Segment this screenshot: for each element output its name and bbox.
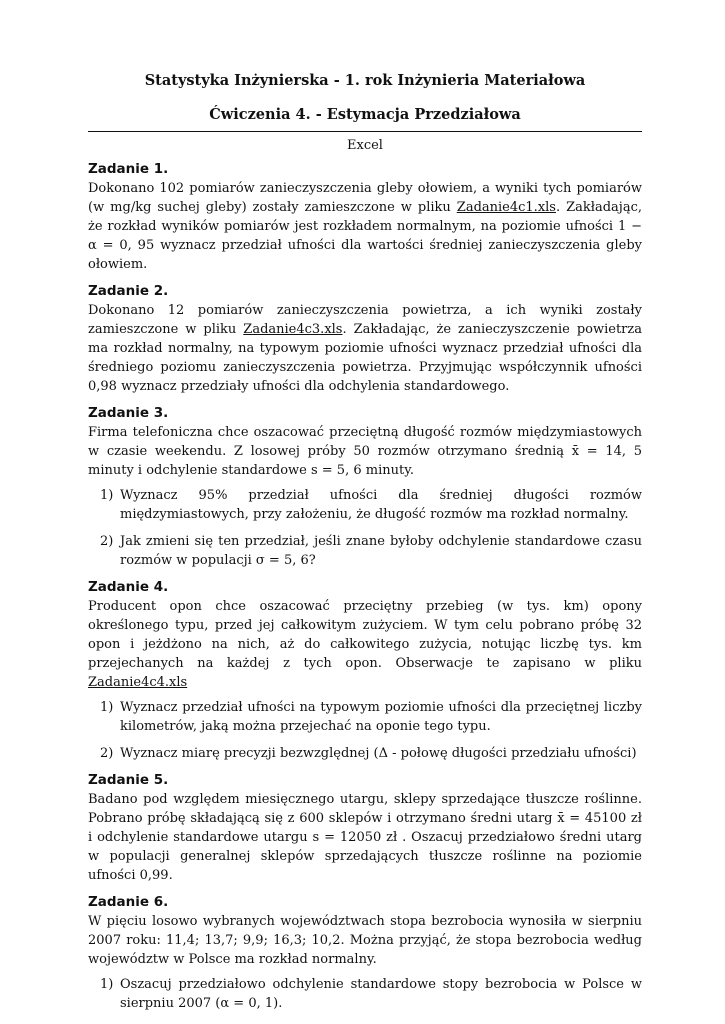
item-text: Wyznacz 95% przedział ufności dla średniej długości rozmów międzymiastowych, przy założeniu, że długość rozmów ma rozkład normalny. (120, 488, 642, 522)
task-text: Firma telefoniczna chce oszacować przeciętną długość rozmów międzymiastowych w czasie weekendu. Z losowej próby 50 rozmów otrzymano średnią x̄ = 14, 5 minuty i odchylenie standardowe s = 5, 6 minuty. (88, 425, 642, 478)
document-title: Statystyka Inżynierska - 1. rok Inżynieria Materiałowa (144, 72, 586, 89)
item-number: 2) (100, 534, 114, 549)
task-title: Zadanie 2. (88, 283, 169, 299)
task-title: Zadanie 4. (88, 579, 169, 595)
task-title: Zadanie 6. (88, 894, 169, 910)
task-items (88, 486, 642, 570)
file-link[interactable]: Zadanie4c1.xls (456, 200, 556, 215)
list-item (88, 486, 642, 524)
task-items (88, 698, 642, 763)
task-4 (88, 578, 642, 763)
task-3 (88, 404, 642, 570)
task-text-part: Producent opon chce oszacować przeciętny przebieg (w tys. km) opony określonego typu, przed jej całkowitym zużyciem. W tym celu pobrano próbę 32 opon i jeżdżono na nich, aż do całkowitego zużycia, notując liczbę tys. km przejechanych na każdej z tych opon. Obserwacje te zapisano w pliku (88, 599, 642, 671)
task-2 (88, 282, 642, 396)
task-text (88, 301, 642, 396)
task-items (88, 975, 642, 1013)
item-number: 1) (100, 700, 114, 715)
item-text: Wyznacz przedział ufności na typowym poziomie ufności dla przeciętnej liczby kilometrów, jaką można przejechać na oponie tego typu. (120, 700, 642, 734)
task-title: Zadanie 5. (88, 772, 169, 788)
item-text: Wyznacz miarę precyzji bezwzględnej (Δ - połowę długości przedziału ufności) (120, 746, 637, 761)
document-page (88, 70, 642, 1011)
task-text (88, 179, 642, 274)
list-item (88, 744, 642, 763)
item-text: Oszacuj przedziałowo odchylenie standardowe stopy bezrobocia w Polsce w sierpniu 2007 (α = 0, 1). (120, 977, 642, 1011)
content (88, 160, 642, 1021)
item-number: 2) (100, 746, 114, 761)
task-1 (88, 160, 642, 274)
task-text-part: . Zakładając, że zanieczyszczenie powietrza ma rozkład normalny, na typowym poziomie ufności wyznacz przedział ufności dla średniego poziomu zanieczyszczenia powietrza. Przyjmując współczynnik ufności 0,98 wyznacz przedziały ufności dla odchylenia standardowego. (88, 322, 642, 394)
task-5 (88, 771, 642, 885)
task-6 (88, 893, 642, 1013)
section-label: Excel (347, 138, 383, 153)
task-text (88, 597, 642, 692)
file-link[interactable]: Zadanie4c4.xls (88, 675, 188, 690)
list-item (88, 698, 642, 736)
task-title: Zadanie 1. (88, 161, 169, 177)
document-subtitle: Ćwiczenia 4. - Estymacja Przedziałowa (209, 106, 521, 123)
task-text: Badano pod względem miesięcznego utargu, sklepy sprzedające tłuszcze roślinne. Pobrano próbę składającą się z 600 sklepów i otrzymano średni utarg x̄ = 45100 zł i odchylenie standardowe utargu s = 12050 zł . Oszacuj przedziałowo średni utarg w populacji generalnej sklepów sprzedających tłuszcze roślinne na poziomie ufności 0,99. (88, 792, 642, 883)
list-item (88, 975, 642, 1013)
item-number: 1) (100, 488, 114, 503)
file-link[interactable]: Zadanie4c3.xls (243, 322, 343, 337)
task-text: W pięciu losowo wybranych województwach stopa bezrobocia wynosiła w sierpniu 2007 roku: 11,4; 13,7; 9,9; 16,3; 10,2. Można przyjąć, że stopa bezrobocia według województw w Polsce ma rozkład normalny. (88, 914, 642, 967)
list-item (88, 532, 642, 570)
task-text-part: . Zakładając, że rozkład wyników pomiarów jest rozkładem normalnym, na poziomie ufności 1 − α = 0, 95 wyznacz przedział ufności dla wartości średniej zanieczyszczenia gleby ołowiem. (88, 200, 642, 272)
task-text-part: Dokonano 102 pomiarów zanieczyszczenia gleby ołowiem, a wyniki tych pomiarów (w mg/kg suchej gleby) zostały zamieszczone w pliku (88, 181, 642, 215)
title-rule (88, 131, 642, 132)
item-number: 1) (100, 977, 114, 992)
task-title: Zadanie 3. (88, 405, 169, 421)
task-text-part: Dokonano 12 pomiarów zanieczyszczenia powietrza, a ich wyniki zostały zamieszczone w pliku (88, 303, 642, 337)
item-text: Jak zmieni się ten przedział, jeśli znane byłoby odchylenie standardowe czasu rozmów w populacji σ = 5, 6? (120, 534, 642, 568)
